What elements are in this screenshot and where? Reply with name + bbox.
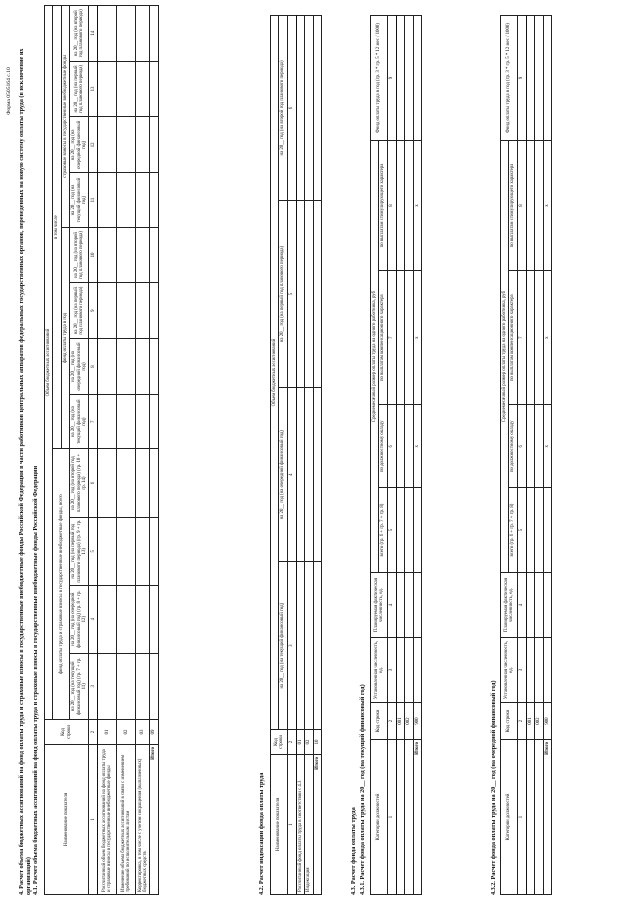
total-row	[543, 16, 551, 895]
header-col-4: на 20__ год (на очередной финансовый год) (гр. 8 + гр. 12)	[70, 585, 89, 653]
table-4-2	[270, 15, 322, 895]
col-number: 2	[517, 703, 526, 740]
total-row	[313, 16, 321, 895]
col-number: 9	[517, 16, 526, 141]
col-number: 8	[387, 141, 396, 271]
col-number: 8	[89, 339, 98, 395]
section-4-2-title: 4.2. Расчет индексации фонда оплаты труда	[258, 772, 265, 895]
col-number: 1	[517, 740, 526, 895]
header-col-4: на 20__ год (на очередной финансовый год)	[279, 388, 287, 562]
col-number: 6	[287, 16, 296, 201]
header-fund: Фонд оплаты труда в год (гр. 3 * гр. 5 * 12 мес / 1000)	[501, 16, 518, 141]
table-row	[396, 16, 404, 895]
col-number: 3	[387, 638, 396, 703]
header-category: Категории должностей	[371, 740, 388, 895]
col-number: 12	[89, 117, 98, 173]
header-incl: в том числе	[53, 6, 61, 449]
section-4-3-2-title: 4.3.2. Расчет фонда оплаты труда на 20__ год (на очередной финансовый год)	[490, 680, 497, 895]
row-code: 02	[305, 730, 313, 755]
total-row	[413, 16, 421, 895]
col-number: 3	[517, 638, 526, 703]
header-avg-pay: Среднемесячный размер оплаты труда на одного работника, руб	[371, 141, 379, 573]
col-number: 1	[287, 755, 296, 895]
row-code: 002	[405, 703, 413, 740]
col-number: 4	[287, 388, 296, 562]
col-number: 5	[89, 517, 98, 585]
total-code: 900	[543, 703, 551, 740]
table-row	[296, 16, 304, 895]
header-fot-ins: фонд оплаты труда и страховые взносы в государственные внебюджетные фонды, всего	[53, 449, 70, 720]
col-number: 5	[517, 488, 526, 573]
header-name: Наименование показателя	[45, 745, 89, 895]
header-category: Категории должностей	[501, 740, 518, 895]
header-fund: Фонд оплаты труда в год (гр. 3 * гр. 5 * 12 мес / 1000)	[371, 16, 388, 141]
col-number: 7	[89, 394, 98, 448]
header-stim: по выплатам стимулирующего характера	[379, 141, 387, 271]
col-number: 4	[387, 573, 396, 638]
col-number: 3	[89, 653, 98, 719]
header-comp: по выплатам компенсационного характера	[379, 271, 387, 405]
col-number: 5	[387, 488, 396, 573]
col-number: 6	[387, 405, 396, 488]
header-col-7: на 20__ год (на текущий финансовый год)	[70, 394, 89, 448]
col-number: 6	[89, 449, 98, 517]
col-number: 7	[387, 271, 396, 405]
header-total: всего (гр. 6 + гр. 7 + гр. 8)	[379, 488, 387, 573]
x-mark: x	[413, 405, 421, 488]
total-label: Итого	[413, 740, 421, 895]
row-name: Индексация	[305, 755, 313, 895]
row-code: 03	[136, 720, 150, 745]
row-code: 001	[526, 703, 534, 740]
header-col-3: на 20__ год (на текущий финансовый год) (гр. 7 + гр. 11)	[70, 653, 89, 719]
row-name: Изменение объема бюджетных ассигнований в связи с изменением требований по исполнительным листам	[117, 745, 136, 895]
col-number: 11	[89, 173, 98, 227]
total-row	[150, 6, 158, 895]
header-established: Установленная численность, ед.	[501, 638, 518, 703]
col-number: 1	[387, 740, 396, 895]
header-col-5: на 20__ год (на первый год планового периода) (гр. 9 + гр. 13)	[70, 517, 89, 585]
row-code: 01	[98, 720, 117, 745]
table-row	[405, 16, 413, 895]
header-col-14: на 20__ год (на второй год планового периода)	[70, 6, 89, 62]
header-comp: по выплатам компенсационного характера	[509, 271, 517, 405]
table-row	[117, 6, 136, 895]
row-name: Корректировка, в том числе с учетом сокращения (выплаченных) бюджетных средств	[136, 745, 150, 895]
section-4-1-title: 4.1. Расчет объема бюджетных ассигнований на фонд оплаты труда и страховые взносы в государственные внебюджетные фонды Российской Федерации	[32, 465, 39, 895]
x-mark: x	[543, 141, 551, 271]
total-code: 900	[413, 703, 421, 740]
header-col-11: на 20__ год (на текущий финансовый год)	[70, 173, 89, 227]
row-code: 01	[296, 730, 304, 755]
total-label: Итого	[543, 740, 551, 895]
col-number: 4	[517, 573, 526, 638]
header-group: Объем бюджетных ассигнований	[45, 6, 53, 720]
form-number: Форма 0505164 с.10	[6, 67, 12, 115]
header-salary: по должностному окладу	[379, 405, 387, 488]
header-established: Установленная численность, ед.	[371, 638, 388, 703]
col-number: 4	[89, 585, 98, 653]
row-code: 001	[396, 703, 404, 740]
header-stim: по выплатам стимулирующего характера	[509, 141, 517, 271]
header-code: Код строки	[501, 703, 518, 740]
header-col-5: на 20__ год (на первый год планового периода)	[279, 200, 287, 387]
section-4-title: 4. Расчет объема бюджетных ассигнований на фонд оплаты труда и страховые взносы в государственные внебюджетные фонды Российской Федерации в части работников центральных аппаратов федеральных государственных органов, переведенных на новую систему оплаты труда (в исключение их организаций)	[18, 48, 32, 895]
header-salary: по должностному окладу	[509, 405, 517, 488]
header-name: Наименование показателя	[271, 755, 288, 895]
col-number: 3	[287, 562, 296, 730]
table-4-1	[44, 5, 159, 895]
header-col-9: на 20__ год (на первый год планового периода)	[70, 283, 89, 339]
header-planned: Планируемая фактическая численность, ед.	[501, 573, 518, 638]
header-col-6: на 20__ год (на второй год планового периода) (гр. 10 + гр. 14)	[70, 449, 89, 517]
col-number: 1	[89, 745, 98, 895]
table-row	[526, 16, 534, 895]
row-name: Рассчитанный фонд оплаты труда в соответствии с 4.3	[296, 755, 304, 895]
row-name: Рассчитанный объем бюджетных ассигнований на фонд оплаты труда и страховые взносы в государственные внебюджетные фонды	[98, 745, 117, 895]
section-4-3-1-title: 4.3.1. Расчет фонда оплаты труда на 20__ год (на текущий финансовый год)	[359, 684, 366, 895]
total-code: 10	[313, 730, 321, 755]
x-mark: x	[543, 271, 551, 405]
col-number: 2	[387, 703, 396, 740]
table-row	[98, 6, 117, 895]
col-number: 2	[89, 720, 98, 745]
col-number: 9	[89, 283, 98, 339]
col-number: 2	[287, 730, 296, 755]
table-4-3-2	[500, 15, 552, 895]
col-number: 13	[89, 61, 98, 117]
header-code: Код строки	[271, 730, 288, 755]
x-mark: x	[413, 271, 421, 405]
header-col-10: на 20__ год (на второй год планового периода)	[70, 227, 89, 282]
header-col-6: на 20__ год (на второй год планового периода)	[279, 16, 287, 201]
total-code: 09	[150, 720, 158, 745]
header-total: всего (гр. 6 + гр. 7 + гр. 8)	[509, 488, 517, 573]
table-4-3-1	[370, 15, 422, 895]
table-row	[136, 6, 150, 895]
header-fot: фонд оплаты труда в год	[61, 227, 69, 449]
header-ins: страховые взносы в государственные внебюджетные фонды	[61, 6, 69, 228]
row-code: 002	[535, 703, 543, 740]
row-code: 02	[117, 720, 136, 745]
col-number: 6	[517, 405, 526, 488]
total-label: Итого	[150, 745, 158, 895]
header-col-13: на 20__ год (на первый год планового периода)	[70, 61, 89, 117]
col-number: 7	[517, 271, 526, 405]
table-row	[305, 16, 313, 895]
col-number: 8	[517, 141, 526, 271]
header-planned: Планируемая фактическая численность, ед.	[371, 573, 388, 638]
x-mark: x	[543, 405, 551, 488]
section-4-3-title: 4.3. Расчет фонда оплаты труда	[350, 807, 357, 895]
header-col-12: на 20__ год (на очередной финансовый год)	[70, 117, 89, 173]
header-code: Код строки	[371, 703, 388, 740]
col-number: 10	[89, 227, 98, 282]
header-col-8: на 20__ год (на очередной финансовый год)	[70, 339, 89, 395]
col-number: 5	[287, 200, 296, 387]
header-col-3: на 20__ год (на текущий финансовый год)	[279, 562, 287, 730]
header-avg-pay: Среднемесячный размер оплаты труда на одного работника, руб	[501, 141, 509, 573]
table-row	[535, 16, 543, 895]
total-label: Итого	[313, 755, 321, 895]
x-mark: x	[413, 141, 421, 271]
header-code: Код строки	[45, 720, 89, 745]
col-number: 14	[89, 6, 98, 62]
header-group: Объем бюджетных ассигнований	[271, 16, 279, 730]
col-number: 9	[387, 16, 396, 141]
